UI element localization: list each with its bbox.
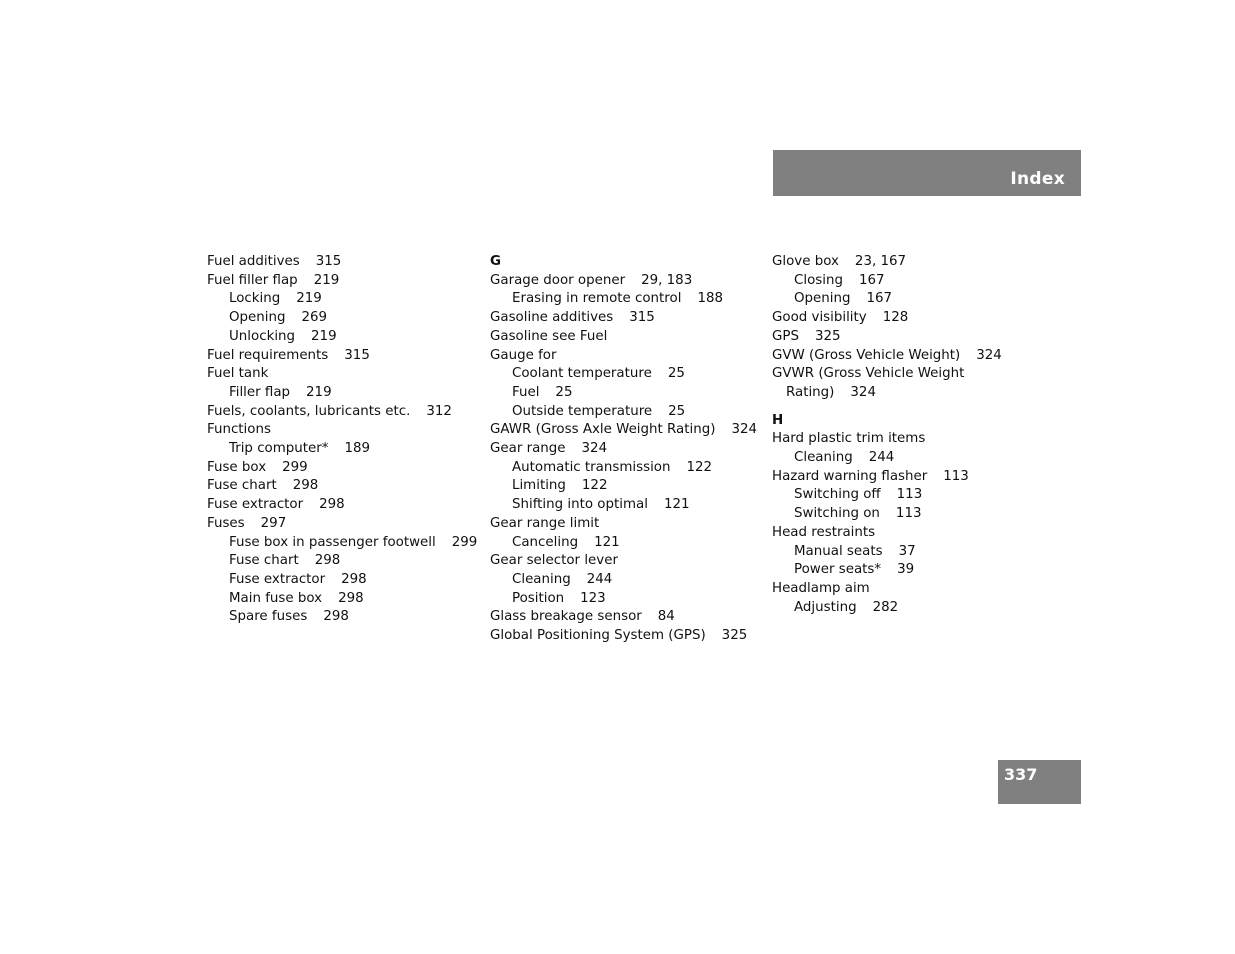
index-subentry: Opening 167 [794, 291, 893, 307]
index-entry: Hazard warning flasher 113 [772, 468, 969, 484]
index-subentry: Spare fuses 298 [229, 609, 349, 625]
index-subentry: Filler flap 219 [229, 384, 332, 400]
index-subentry: Closing 167 [794, 272, 885, 288]
index-entry: Fuel requirements 315 [207, 347, 370, 363]
index-entry: Glass breakage sensor 84 [490, 609, 675, 625]
index-subentry: Erasing in remote control 188 [512, 291, 723, 307]
index-entry: Global Positioning System (GPS) 325 [490, 628, 748, 644]
section-letter-h: H [772, 412, 784, 428]
index-entry: GAWR (Gross Axle Weight Rating) 324 [490, 422, 757, 438]
index-subentry: Limiting 122 [512, 478, 608, 494]
index-subentry: Fuse chart 298 [229, 553, 341, 569]
index-subentry: Fuse box in passenger footwell 299 [229, 534, 478, 550]
index-subentry: Position 123 [512, 590, 606, 606]
index-entry: Good visibility 128 [772, 310, 909, 326]
index-entry: Fuses 297 [207, 515, 287, 531]
index-column-2 [490, 253, 765, 646]
index-entry: Gauge for [490, 347, 557, 363]
index-subentry: Locking 219 [229, 291, 322, 307]
index-entry: GVWR (Gross Vehicle Weight [772, 366, 965, 382]
index-subentry: Canceling 121 [512, 534, 620, 550]
page-number: 337 [1004, 765, 1038, 784]
index-subentry: Fuse extractor 298 [229, 571, 367, 587]
index-entry: Fuel tank [207, 366, 269, 382]
index-column-1 [207, 253, 482, 627]
index-subentry: Shifting into optimal 121 [512, 497, 690, 513]
index-entry: Glove box 23, 167 [772, 254, 907, 269]
index-column-3 [772, 253, 1042, 617]
section-gap [772, 403, 1042, 412]
index-subentry: Cleaning 244 [512, 571, 613, 587]
index-entry: Hard plastic trim items [772, 431, 926, 447]
section-letter-g: G [490, 254, 501, 269]
index-header-tab [773, 150, 1081, 196]
index-subentry: Fuel 25 [512, 384, 573, 400]
index-entry: Gasoline additives 315 [490, 310, 655, 326]
index-entry: Fuel additives 315 [207, 254, 342, 269]
index-entry: Gear range 324 [490, 441, 608, 457]
index-entry: Fuse chart 298 [207, 478, 319, 494]
index-subentry: Trip computer* 189 [229, 441, 371, 457]
index-subentry: Cleaning 244 [794, 450, 895, 466]
index-entry: Head restraints [772, 524, 876, 540]
index-subentry: Manual seats 37 [794, 543, 916, 559]
index-subentry: Coolant temperature 25 [512, 366, 685, 382]
index-entry-continuation: Rating) 324 [786, 384, 876, 400]
index-subentry: Unlocking 219 [229, 328, 337, 344]
index-entry: Headlamp aim [772, 580, 870, 596]
index-entry: Fuel filler flap 219 [207, 272, 340, 288]
page-number-tab [998, 760, 1081, 804]
index-subentry: Opening 269 [229, 310, 328, 326]
index-entry: Garage door opener 29, 183 [490, 272, 693, 288]
index-subentry: Automatic transmission 122 [512, 459, 713, 475]
index-entry: Functions [207, 422, 271, 438]
index-entry: GPS 325 [772, 328, 841, 344]
index-entry: Fuse box 299 [207, 459, 308, 475]
index-entry: Gear selector lever [490, 553, 618, 569]
index-entry: GVW (Gross Vehicle Weight) 324 [772, 347, 1002, 363]
index-entry: Fuels, coolants, lubricants etc. 312 [207, 403, 452, 419]
index-subentry: Power seats* 39 [794, 562, 915, 578]
index-subentry: Switching off 113 [794, 487, 923, 503]
index-entry: Fuse extractor 298 [207, 497, 345, 513]
index-subentry: Main fuse box 298 [229, 590, 364, 606]
page-title: Index [1010, 169, 1065, 189]
index-entry: Gasoline see Fuel [490, 328, 608, 344]
index-entry: Gear range limit [490, 515, 600, 531]
index-subentry: Switching on 113 [794, 506, 922, 522]
index-subentry: Adjusting 282 [794, 599, 899, 615]
index-subentry: Outside temperature 25 [512, 403, 686, 419]
